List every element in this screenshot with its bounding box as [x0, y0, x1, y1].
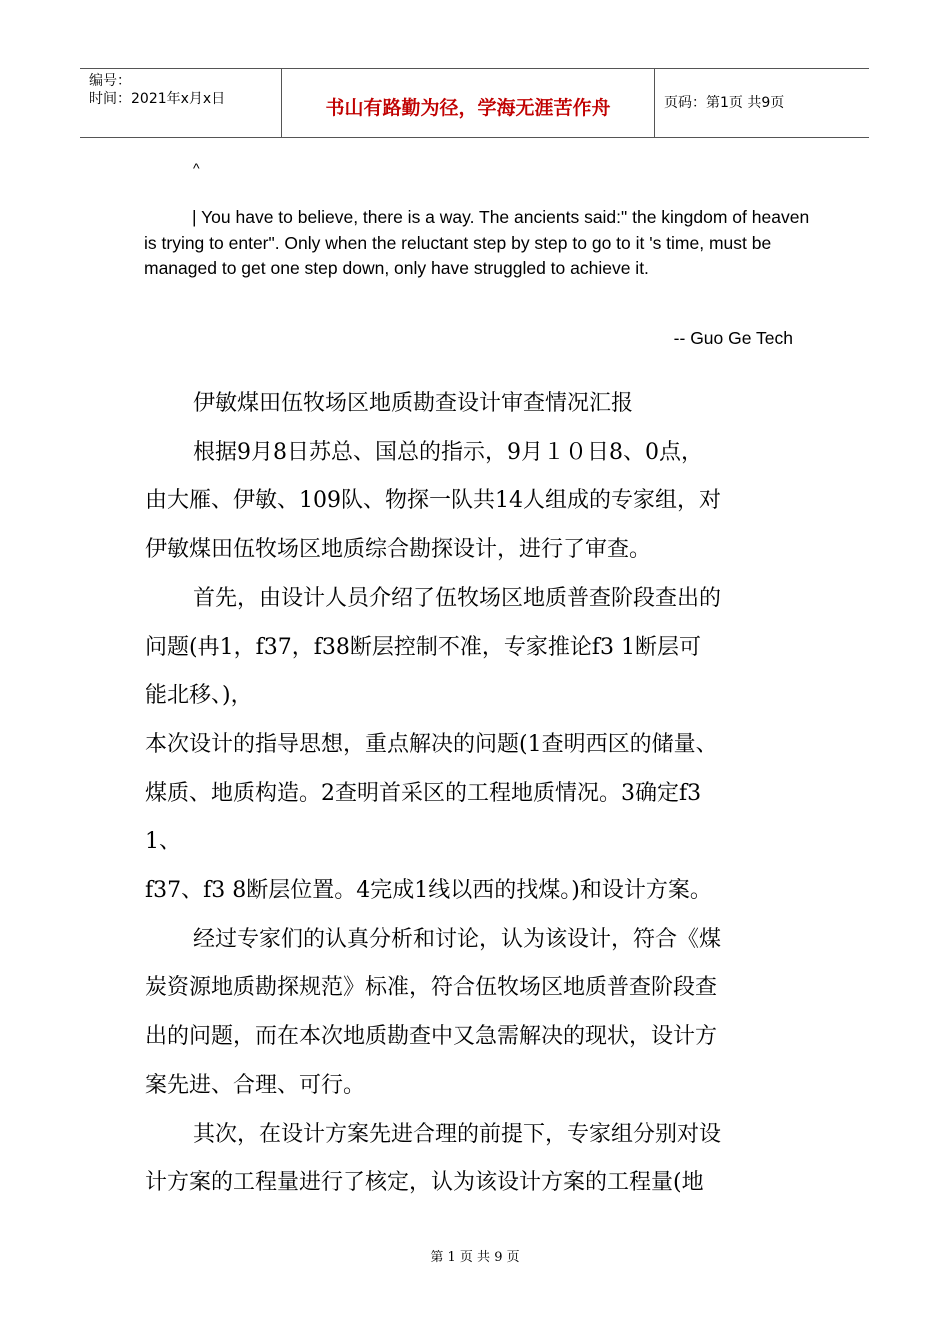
body-line: 炭资源地质勘探规范》标准，符合伍牧场区地质普查阶段查: [145, 975, 718, 1001]
document-number-label: 编号：: [89, 73, 131, 89]
header-motto-cell: [282, 69, 655, 137]
document-date-label: 时间：2021年x月x日: [89, 91, 226, 107]
body-line: 经过专家们的认真分析和讨论，认为该设计，符合《煤: [193, 926, 722, 952]
header-info-cell: [80, 69, 282, 137]
quote-paragraph: | You have to believe, there is a way. The ancients said:" the kingdom of heaven is trying to enter". Only when the reluctant step by step to go to it 's time, must be managed to get one step down, only have struggled to achieve it.: [144, 207, 810, 278]
caret-mark: ^: [193, 160, 200, 176]
body-line: 能北移、)，: [145, 683, 253, 709]
header-motto: 书山有路勤为径，学海无涯苦作舟: [325, 97, 611, 119]
body-line: 问题(冉1，f37，f38断层控制不准，专家推论f3 1断层可: [145, 634, 701, 660]
header-page-number: 页码：第1页 共9页: [664, 95, 785, 111]
body-line: 煤质、地质构造。2查明首采区的工程地质情况。3确定f3: [145, 780, 702, 806]
body-line: 由大雁、伊敏、109队、物探一队共14人组成的专家组，对: [145, 488, 721, 514]
body-line: 计方案的工程量进行了核定，认为该设计方案的工程量(地: [145, 1170, 704, 1196]
body-line: 本次设计的指导思想，重点解决的问题(1查明西区的储量、: [145, 731, 718, 757]
body-line: 其次，在设计方案先进合理的前提下，专家组分别对设: [193, 1121, 722, 1147]
body-line: 1、: [145, 829, 181, 855]
body-line: f37、f3 8断层位置。4完成1线以西的找煤。)和设计方案。: [145, 878, 712, 904]
page-header: [80, 68, 869, 138]
document-body: [145, 380, 815, 1208]
document-title: 伊敏煤田伍牧场区地质勘查设计审查情况汇报: [193, 391, 634, 416]
body-line: 首先，由设计人员介绍了伍牧场区地质普查阶段查出的: [193, 585, 722, 611]
body-line: 出的问题，而在本次地质勘查中又急需解决的现状，设计方: [145, 1024, 718, 1050]
body-line: 根据9月8日苏总、国总的指示，9月１０日8、0点，: [193, 439, 703, 465]
header-page-cell: [655, 69, 869, 137]
page-footer: 第 1 页 共 9 页: [430, 1250, 520, 1265]
body-line: 案先进、合理、可行。: [145, 1072, 366, 1098]
quote-author: -- Guo Ge Tech: [673, 328, 793, 348]
body-line: 伊敏煤田伍牧场区地质综合勘探设计，进行了审查。: [145, 537, 652, 563]
